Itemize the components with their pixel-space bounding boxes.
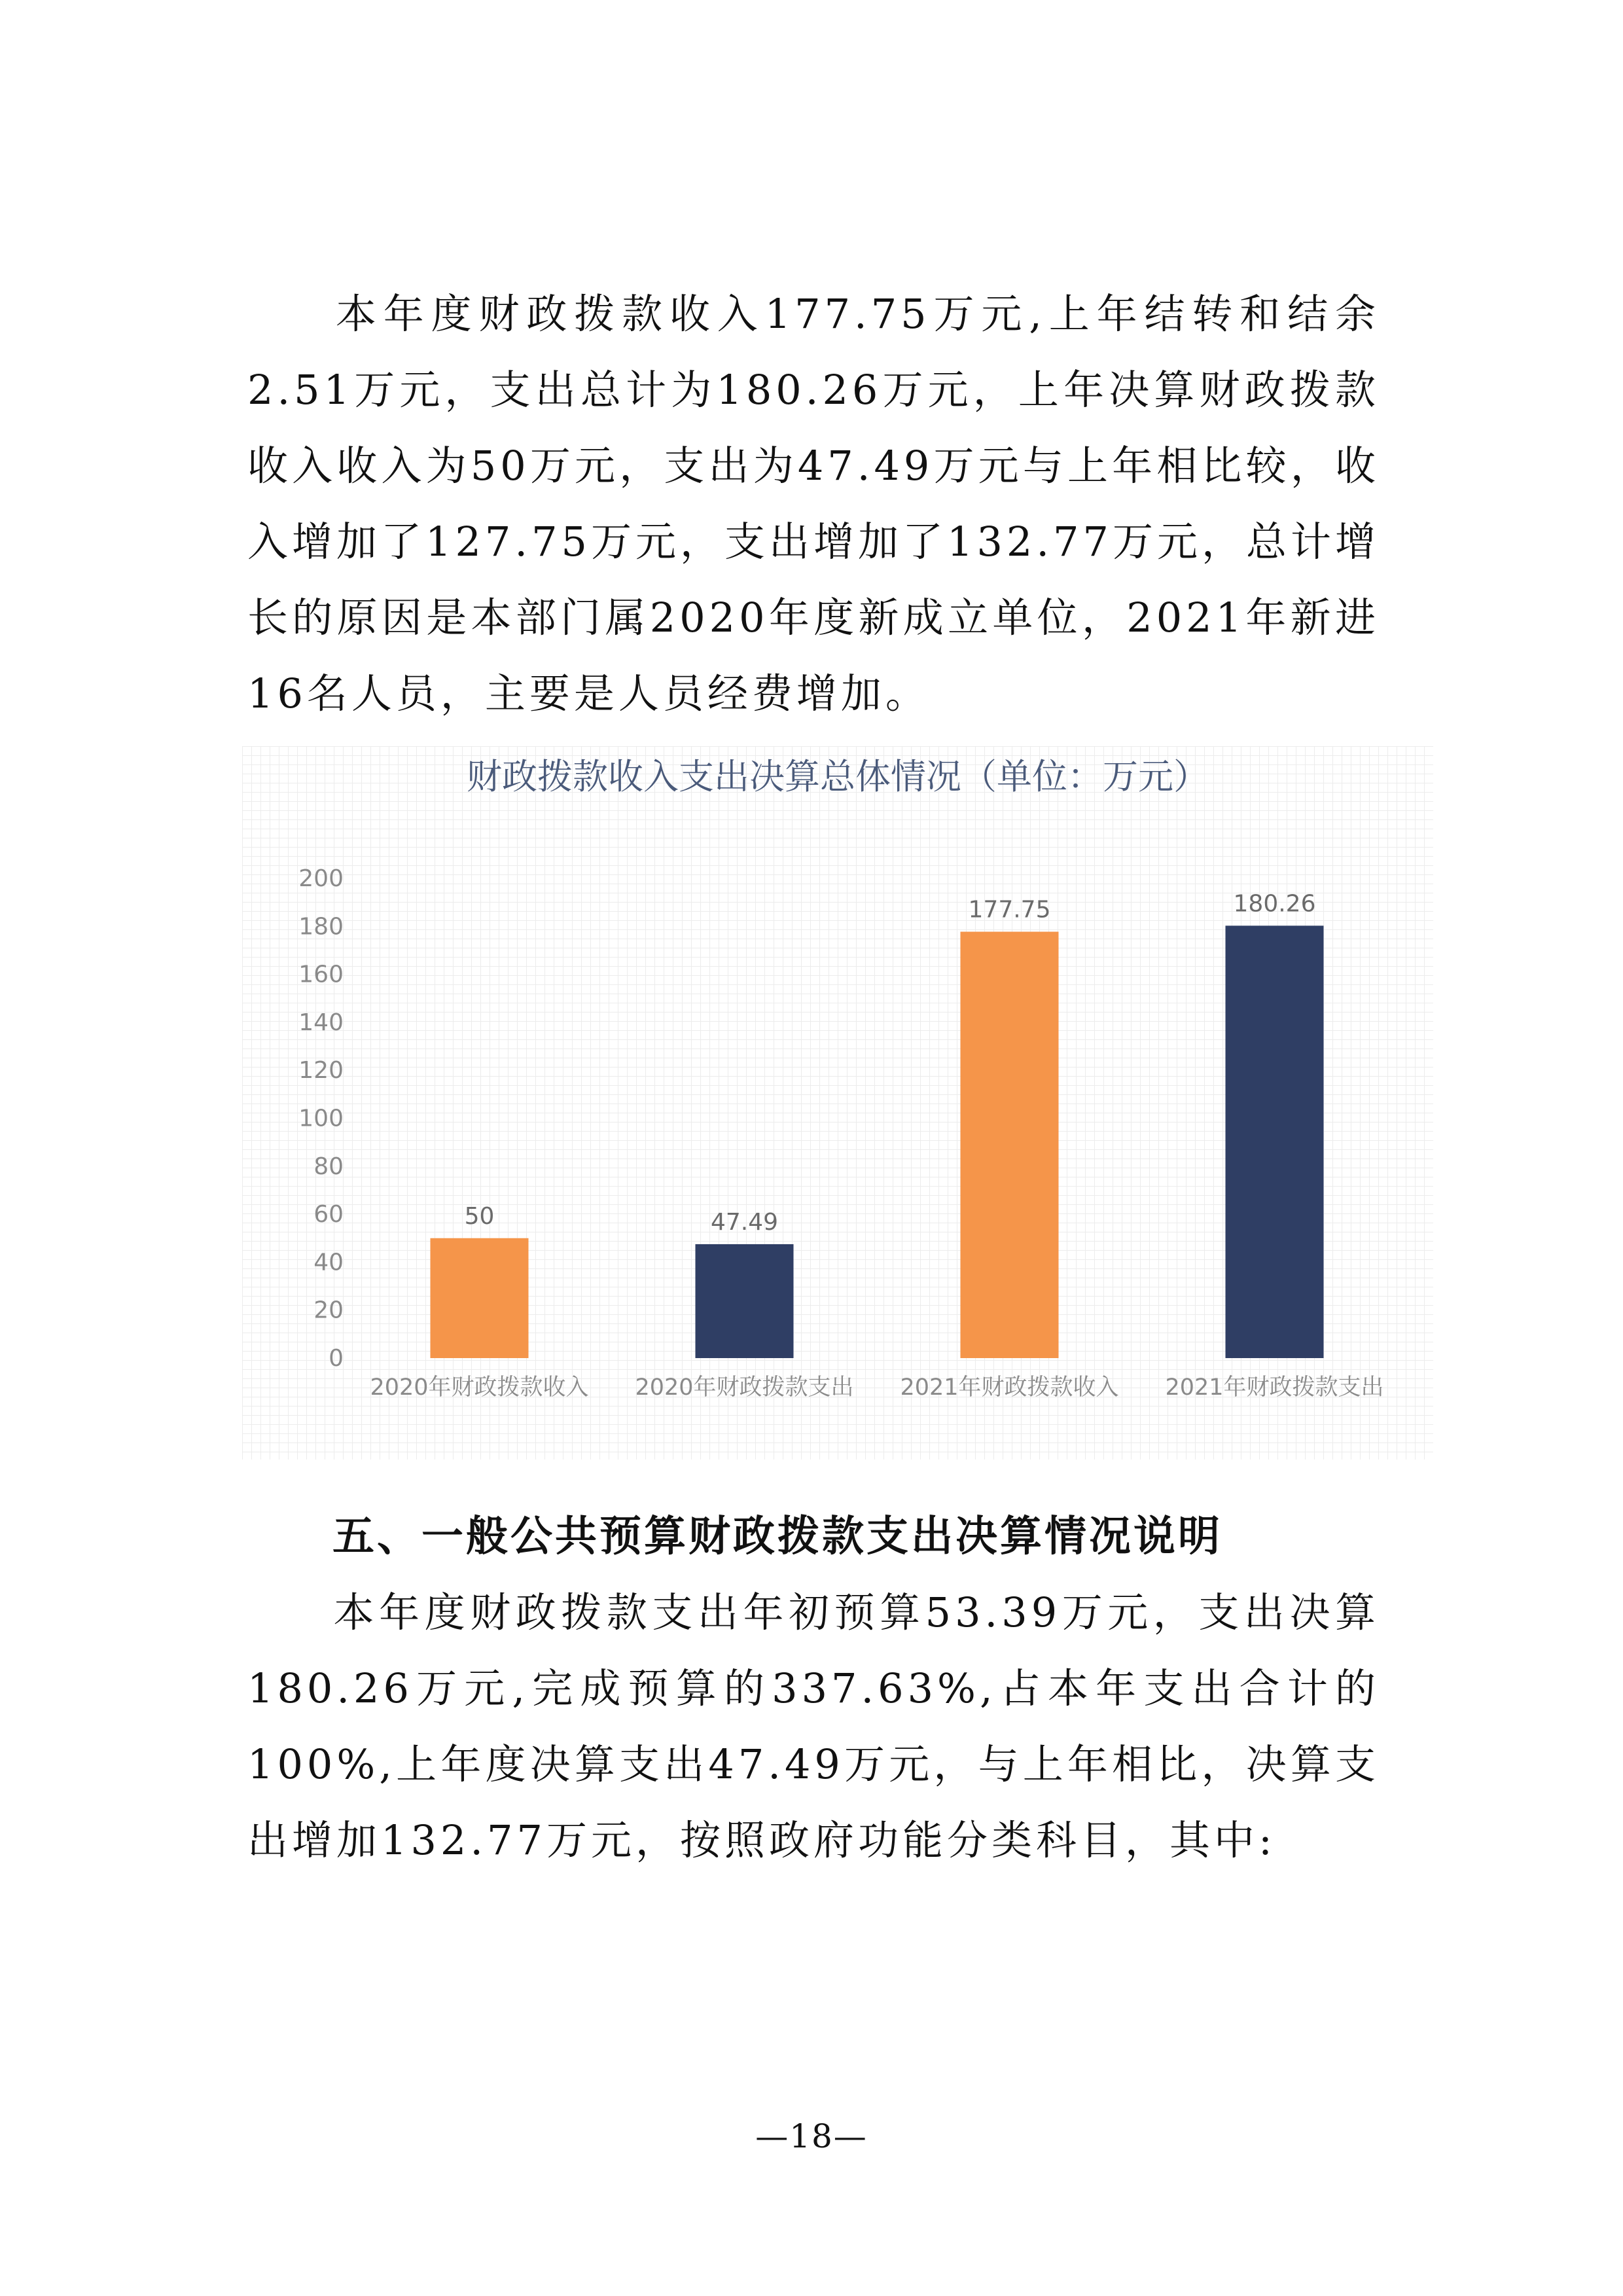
- chart-canvas: [242, 746, 1433, 1460]
- paragraph-1-text: 本年度财政拨款收入177.75万元,上年结转和结余2.51万元，支出总计为180.26万元，上年决算财政拨款收入收入为50万元，支出为47.49万元与上年相比较，收入增加了127.75万元，支出增加了132.77万元，总计增长的原因是本部门属2020年度新成立单位，2021年新进16名人员，主要是人员经费增加。: [247, 290, 1380, 717]
- y-tick-label: 100: [298, 1105, 344, 1132]
- y-tick-label: 160: [298, 961, 344, 988]
- y-tick-label: 80: [313, 1153, 344, 1180]
- bar: [961, 932, 1059, 1358]
- bar-chart: [242, 746, 1433, 1460]
- y-tick-label: 20: [313, 1297, 344, 1324]
- bar: [1226, 925, 1324, 1358]
- x-category-label: 2020年财政拨款收入: [370, 1374, 589, 1401]
- bar-group: [431, 925, 1324, 1358]
- paragraph-1: [247, 276, 1380, 732]
- y-tick-label: 60: [313, 1201, 344, 1229]
- bar-value-label: 50: [464, 1202, 495, 1230]
- bar-value-label: 180.26: [1233, 890, 1316, 918]
- bar: [696, 1244, 794, 1358]
- value-label-group: [465, 890, 1316, 1236]
- category-label-group: [370, 1374, 1383, 1401]
- bar: [431, 1238, 529, 1358]
- y-tick-label: 200: [298, 865, 344, 892]
- paragraph-2-text: 本年度财政拨款支出年初预算53.39万元，支出决算180.26万元,完成预算的337.63%,占本年支出合计的100%,上年度决算支出47.49万元，与上年相比，决算支出增加132.77万元，按照政府功能分类科目，其中:: [247, 1588, 1380, 1864]
- y-tick-label: 120: [298, 1057, 344, 1085]
- y-tick-label: 140: [298, 1009, 344, 1036]
- section-heading: 五、一般公共预算财政拨款支出决算情况说明: [332, 1513, 1222, 1561]
- y-axis-ticks: [298, 865, 344, 1372]
- x-category-label: 2020年财政拨款支出: [635, 1374, 854, 1401]
- bar-value-label: 47.49: [710, 1208, 779, 1236]
- bar-value-label: 177.75: [968, 896, 1051, 924]
- y-tick-label: 40: [313, 1249, 344, 1276]
- x-category-label: 2021年财政拨款收入: [900, 1374, 1119, 1401]
- x-category-label: 2021年财政拨款支出: [1165, 1374, 1384, 1401]
- chart-title: 财政拨款收入支出决算总体情况（单位：万元）: [467, 756, 1209, 797]
- paragraph-2: [247, 1575, 1380, 1878]
- y-tick-label: 180: [298, 913, 344, 941]
- page-number: —18—: [755, 2117, 868, 2155]
- y-tick-label: 0: [329, 1345, 344, 1372]
